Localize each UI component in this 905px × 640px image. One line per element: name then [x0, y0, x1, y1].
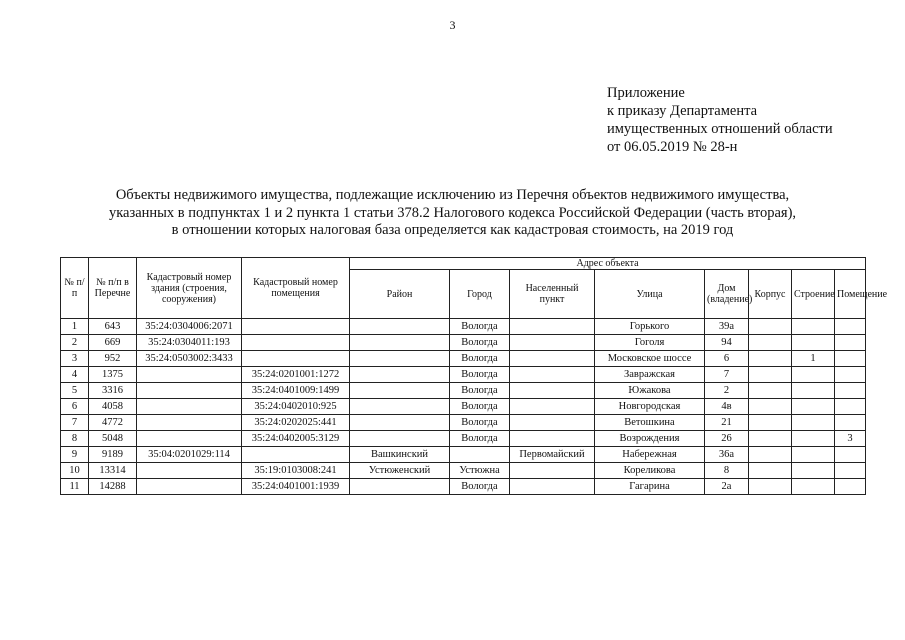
cell-street: Новгородская	[595, 399, 705, 415]
cell-district: Устюженский	[350, 463, 450, 479]
cell-settlement: Первомайский	[510, 447, 595, 463]
cell-building-cadastral	[137, 399, 242, 415]
table-row	[61, 463, 866, 479]
cell-street: Гагарина	[595, 479, 705, 495]
objects-table	[60, 257, 888, 495]
cell-building-cadastral	[137, 383, 242, 399]
cell-korpus	[749, 367, 792, 383]
page-number: 3	[449, 18, 456, 32]
cell-building-cadastral	[137, 479, 242, 495]
cell-settlement	[510, 383, 595, 399]
cell-district	[350, 351, 450, 367]
document-title	[40, 187, 865, 240]
cell-city: Вологда	[450, 367, 510, 383]
cell-list-num: 14288	[89, 479, 137, 495]
cell-district	[350, 415, 450, 431]
cell-pomeshchenie	[835, 399, 866, 415]
cell-building-cadastral: 35:04:0201029:114	[137, 447, 242, 463]
cell-num: 9	[61, 447, 89, 463]
cell-stroenie	[792, 367, 835, 383]
cell-city: Устюжна	[450, 463, 510, 479]
header-list-num: № п/п в Перечне	[89, 258, 137, 319]
cell-city: Вологда	[450, 319, 510, 335]
appendix-line: имущественных отношений области	[607, 121, 833, 137]
cell-num: 11	[61, 479, 89, 495]
cell-room-cadastral: 35:24:0402005:3129	[242, 431, 350, 447]
cell-num: 6	[61, 399, 89, 415]
cell-room-cadastral: 35:19:0103008:241	[242, 463, 350, 479]
cell-stroenie	[792, 415, 835, 431]
cell-list-num: 4058	[89, 399, 137, 415]
cell-korpus	[749, 351, 792, 367]
cell-city: Вологда	[450, 431, 510, 447]
header-room-cadastral: Кадастровый номер помещения	[242, 258, 350, 319]
cell-stroenie	[792, 335, 835, 351]
cell-pomeshchenie	[835, 479, 866, 495]
cell-list-num: 5048	[89, 431, 137, 447]
cell-city: Вологда	[450, 351, 510, 367]
cell-room-cadastral: 35:24:0201001:1272	[242, 367, 350, 383]
header-city: Город	[450, 270, 510, 319]
cell-house: 7	[705, 367, 749, 383]
cell-room-cadastral	[242, 335, 350, 351]
cell-room-cadastral: 35:24:0402010:925	[242, 399, 350, 415]
cell-korpus	[749, 463, 792, 479]
cell-city: Вологда	[450, 399, 510, 415]
cell-building-cadastral: 35:24:0503002:3433	[137, 351, 242, 367]
cell-district	[350, 319, 450, 335]
cell-pomeshchenie	[835, 463, 866, 479]
title-line: в отношении которых налоговая база определяется как кадастровая стоимость, на 2019 год	[171, 222, 734, 238]
cell-settlement	[510, 367, 595, 383]
appendix-block	[607, 84, 833, 156]
cell-pomeshchenie	[835, 383, 866, 399]
cell-stroenie	[792, 383, 835, 399]
cell-city: Вологда	[450, 335, 510, 351]
cell-district	[350, 399, 450, 415]
cell-settlement	[510, 479, 595, 495]
cell-korpus	[749, 431, 792, 447]
header-korpus: Корпус	[749, 270, 792, 319]
cell-street: Кореликова	[595, 463, 705, 479]
cell-list-num: 13314	[89, 463, 137, 479]
cell-city	[450, 447, 510, 463]
cell-pomeshchenie	[835, 335, 866, 351]
header-house: Дом (владение)	[705, 270, 749, 319]
cell-room-cadastral: 35:24:0202025:441	[242, 415, 350, 431]
cell-house: 21	[705, 415, 749, 431]
cell-list-num: 669	[89, 335, 137, 351]
cell-district	[350, 431, 450, 447]
cell-house: 94	[705, 335, 749, 351]
header-pomeshchenie: Помещение	[835, 270, 866, 319]
cell-stroenie	[792, 447, 835, 463]
header-street: Улица	[595, 270, 705, 319]
cell-stroenie	[792, 431, 835, 447]
cell-building-cadastral: 35:24:0304011:193	[137, 335, 242, 351]
cell-list-num: 4772	[89, 415, 137, 431]
cell-room-cadastral	[242, 351, 350, 367]
table-row	[61, 319, 866, 335]
cell-settlement	[510, 463, 595, 479]
table-row	[61, 447, 866, 463]
header-num: № п/п	[61, 258, 89, 319]
cell-district	[350, 367, 450, 383]
cell-num: 4	[61, 367, 89, 383]
cell-city: Вологда	[450, 415, 510, 431]
cell-stroenie	[792, 463, 835, 479]
cell-num: 7	[61, 415, 89, 431]
table-row	[61, 431, 866, 447]
title-line: указанных в подпунктах 1 и 2 пункта 1 статьи 378.2 Налогового кодекса Российской Федерации (часть вторая),	[108, 204, 797, 221]
cell-stroenie	[792, 479, 835, 495]
cell-house: 36а	[705, 447, 749, 463]
cell-room-cadastral	[242, 447, 350, 463]
cell-district	[350, 383, 450, 399]
cell-pomeshchenie	[835, 447, 866, 463]
cell-settlement	[510, 415, 595, 431]
cell-stroenie: 1	[792, 351, 835, 367]
cell-list-num: 9189	[89, 447, 137, 463]
header-settlement: Населенный пункт	[510, 270, 595, 319]
cell-house: 8	[705, 463, 749, 479]
cell-korpus	[749, 319, 792, 335]
cell-num: 5	[61, 383, 89, 399]
cell-street: Гоголя	[595, 335, 705, 351]
cell-district	[350, 479, 450, 495]
title-line: Объекты недвижимого имущества, подлежащие исключению из Перечня объектов недвижимого имущества,	[115, 187, 790, 203]
table-row	[61, 383, 866, 399]
cell-list-num: 1375	[89, 367, 137, 383]
header-building-cadastral: Кадастровый номер здания (строения, сооружения)	[137, 258, 242, 319]
cell-num: 1	[61, 319, 89, 335]
header-address-group: Адрес объекта	[350, 258, 866, 270]
cell-building-cadastral	[137, 415, 242, 431]
cell-house: 2а	[705, 479, 749, 495]
cell-house: 6	[705, 351, 749, 367]
cell-street: Горького	[595, 319, 705, 335]
cell-list-num: 952	[89, 351, 137, 367]
table-row	[61, 479, 866, 495]
cell-stroenie	[792, 399, 835, 415]
cell-house: 4в	[705, 399, 749, 415]
cell-street: Возрождения	[595, 431, 705, 447]
cell-street: Набережная	[595, 447, 705, 463]
table-row	[61, 399, 866, 415]
cell-settlement	[510, 399, 595, 415]
cell-settlement	[510, 431, 595, 447]
cell-district: Вашкинский	[350, 447, 450, 463]
cell-korpus	[749, 335, 792, 351]
cell-house: 2	[705, 383, 749, 399]
cell-room-cadastral	[242, 319, 350, 335]
cell-stroenie	[792, 319, 835, 335]
cell-building-cadastral	[137, 431, 242, 447]
table-row	[61, 351, 866, 367]
table-row	[61, 415, 866, 431]
cell-building-cadastral: 35:24:0304006:2071	[137, 319, 242, 335]
cell-korpus	[749, 479, 792, 495]
header-stroenie: Строение	[792, 270, 835, 319]
cell-pomeshchenie	[835, 367, 866, 383]
cell-list-num: 3316	[89, 383, 137, 399]
cell-korpus	[749, 383, 792, 399]
table-row	[61, 335, 866, 351]
cell-district	[350, 335, 450, 351]
cell-city: Вологда	[450, 383, 510, 399]
cell-street: Завражская	[595, 367, 705, 383]
cell-settlement	[510, 351, 595, 367]
cell-pomeshchenie	[835, 351, 866, 367]
appendix-line: от 06.05.2019 № 28-н	[607, 139, 738, 155]
cell-house: 26	[705, 431, 749, 447]
cell-pomeshchenie	[835, 319, 866, 335]
appendix-line: Приложение	[607, 85, 685, 101]
cell-room-cadastral: 35:24:0401001:1939	[242, 479, 350, 495]
cell-num: 8	[61, 431, 89, 447]
cell-building-cadastral	[137, 367, 242, 383]
cell-korpus	[749, 399, 792, 415]
table-row	[61, 367, 866, 383]
cell-num: 10	[61, 463, 89, 479]
cell-street: Московское шоссе	[595, 351, 705, 367]
cell-korpus	[749, 447, 792, 463]
cell-num: 3	[61, 351, 89, 367]
cell-building-cadastral	[137, 463, 242, 479]
cell-settlement	[510, 319, 595, 335]
cell-city: Вологда	[450, 479, 510, 495]
cell-list-num: 643	[89, 319, 137, 335]
cell-num: 2	[61, 335, 89, 351]
cell-korpus	[749, 415, 792, 431]
cell-room-cadastral: 35:24:0401009:1499	[242, 383, 350, 399]
cell-settlement	[510, 335, 595, 351]
cell-pomeshchenie	[835, 415, 866, 431]
cell-street: Ветошкина	[595, 415, 705, 431]
appendix-line: к приказу Департамента	[607, 103, 758, 119]
cell-street: Южакова	[595, 383, 705, 399]
cell-pomeshchenie: 3	[835, 431, 866, 447]
header-district: Район	[350, 270, 450, 319]
cell-house: 39а	[705, 319, 749, 335]
